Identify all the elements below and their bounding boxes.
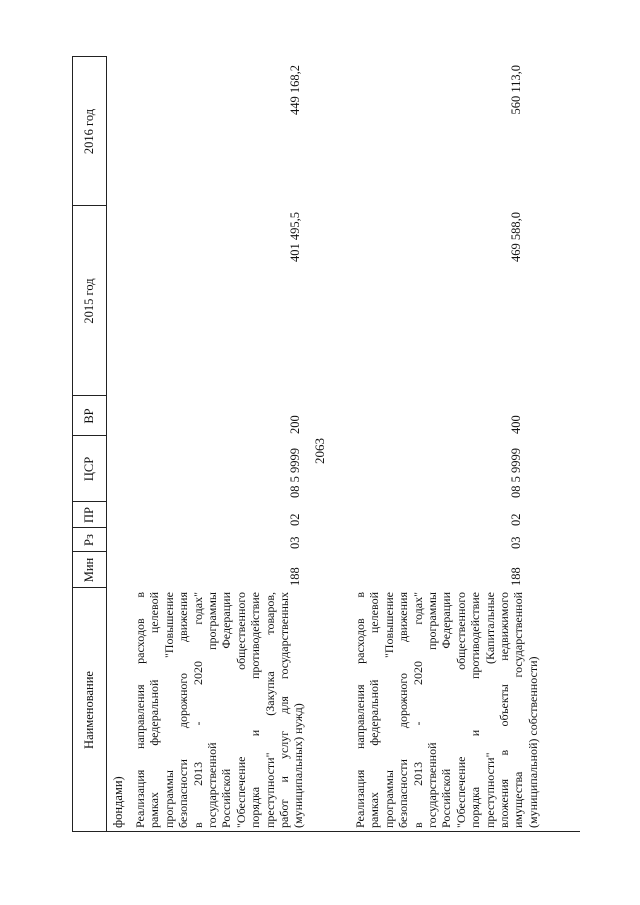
row-1-min: 188 [288, 567, 302, 586]
row-2-vr: 400 [509, 415, 523, 434]
row-2-name-line: (муниципальной) собственности) [525, 656, 540, 828]
header-2016: 2016 год [82, 108, 96, 155]
row-2-pr: 02 [509, 513, 523, 526]
row-1-name-line: государственной программы [204, 592, 219, 828]
row-1-name-line: программы "Повышение [161, 592, 176, 828]
header-min: Мин [82, 557, 96, 583]
row-2-name-line: рамках федеральной целевой [367, 592, 382, 828]
row-2-name-line: имущества государственной [511, 592, 526, 828]
row-1-2016: 449 168,2 [288, 65, 302, 115]
row-1-2015: 401 495,5 [288, 212, 302, 262]
row-1-name-line: (муниципальных) нужд) [291, 703, 306, 828]
row-1-name-line: "Обеспечение общественного [233, 592, 248, 828]
row-1-name-line: в 2013 - 2020 годах" [190, 592, 205, 828]
row-1-name-line: преступности" (Закупка товаров, [262, 592, 277, 828]
row-2-2016: 560 113,0 [509, 65, 523, 115]
row-1-csr: 08 5 9999 [288, 448, 302, 498]
row-1-name-line: Российской Федерации [219, 592, 234, 828]
row-2-name-line: преступности" (Капитальные [482, 592, 497, 828]
row-2-name-line: Российской Федерации [439, 592, 454, 828]
row-2-name [353, 592, 540, 828]
row-2-name-line: безопасности дорожного движения [396, 592, 411, 828]
row-2-name-line: вложения в объекты недвижимого [496, 592, 511, 828]
header-divider [106, 56, 107, 832]
row-1-name [133, 592, 306, 828]
row-1-name-line: безопасности дорожного движения [176, 592, 191, 828]
row-2-rz: 03 [509, 536, 523, 549]
continuation-text: фондами) [111, 776, 125, 828]
row-2-name-line: порядка и противодействие [468, 592, 483, 828]
row-1-name-line: Реализация направления расходов в [133, 592, 147, 828]
row-2-name-line: в 2013 - 2020 годах" [410, 592, 425, 828]
row-1-pr: 02 [288, 513, 302, 526]
row-2-name-line: "Обеспечение общественного [453, 592, 468, 828]
header-rz: Рз [82, 534, 96, 546]
row-2-name-line: государственной программы [424, 592, 439, 828]
row-1-name-line: работ и услуг для государственных [276, 592, 291, 828]
row-2-name-line: программы "Повышение [381, 592, 396, 828]
row-2-2015: 469 588,0 [509, 212, 523, 262]
row-2-name-line: Реализация направления расходов в [353, 592, 367, 828]
row-1-vr: 200 [288, 415, 302, 434]
header-name: Наименование [82, 671, 96, 749]
table-border-left [72, 831, 580, 832]
page-number: 2063 [312, 438, 327, 464]
header-csr: ЦСР [82, 456, 96, 482]
header-2015: 2015 год [82, 278, 96, 324]
header-pr: ПР [82, 507, 96, 523]
row-1-rz: 03 [288, 536, 302, 549]
row-1-name-line: рамках федеральной целевой [147, 592, 162, 828]
budget-table [72, 56, 580, 832]
header-vr: ВР [82, 408, 96, 424]
row-1-name-line: порядка и противодействие [248, 592, 263, 828]
row-2-min: 188 [509, 567, 523, 586]
row-2-csr: 08 5 9999 [509, 448, 523, 498]
